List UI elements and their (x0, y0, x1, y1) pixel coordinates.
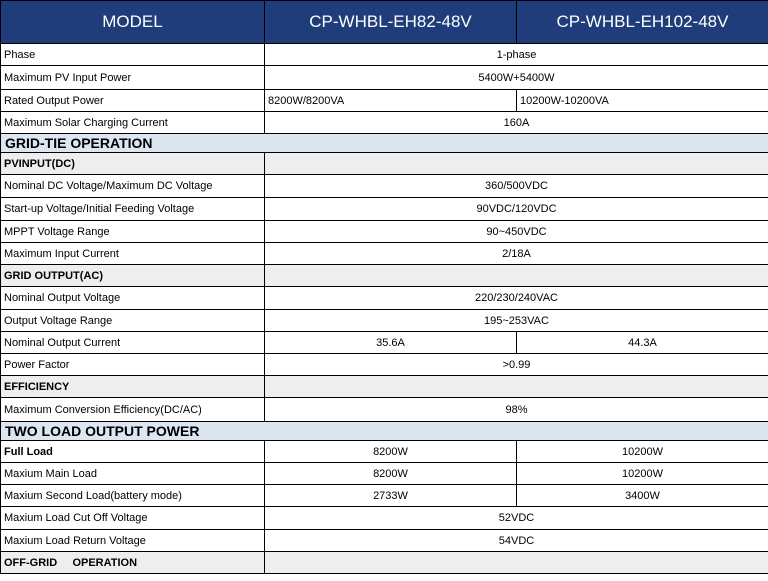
row-label: Maxium Second Load(battery mode) (1, 485, 265, 507)
row-label: Maxium Load Cut Off Voltage (1, 507, 265, 530)
table-row (1, 441, 768, 463)
row-label: Maximum Input Current (1, 243, 265, 265)
table-row (1, 398, 768, 422)
table-row (1, 507, 768, 530)
model-a-header: CP-WHBL-EH82-48V (265, 1, 517, 44)
subsection-title: GRID OUTPUT(AC) (1, 265, 265, 287)
row-value: 160A (265, 112, 768, 134)
subsection-title: OFF-GRID OPERATION (1, 552, 265, 574)
row-label: Nominal Output Current (1, 332, 265, 354)
row-label: Maximum Solar Charging Current (1, 112, 265, 134)
row-label: Maxium Main Load (1, 463, 265, 485)
row-value: 2/18A (265, 243, 768, 265)
row-label: Nominal Output Voltage (1, 287, 265, 310)
table-row (1, 243, 768, 265)
row-label: Full Load (1, 441, 265, 463)
row-value-a: 35.6A (265, 332, 517, 354)
row-label: Maximum PV Input Power (1, 66, 265, 90)
model-header-label: MODEL (1, 1, 265, 44)
row-value: 195~253VAC (265, 310, 768, 332)
table-row (1, 463, 768, 485)
subsection-blank (265, 376, 768, 398)
row-label: Phase (1, 44, 265, 66)
subsection-blank (265, 265, 768, 287)
row-value-a: 8200W (265, 463, 517, 485)
table-row (1, 310, 768, 332)
row-value: 52VDC (265, 507, 768, 530)
section-header-two-load (1, 422, 768, 441)
subsection-header-off-grid (1, 552, 768, 574)
table-row (1, 112, 768, 134)
row-value-b: 10200W-10200VA (517, 90, 768, 112)
row-value-b: 44.3A (517, 332, 768, 354)
subsection-title: PVINPUT(DC) (1, 153, 265, 175)
row-value: 90~450VDC (265, 221, 768, 243)
row-value: 98% (265, 398, 768, 422)
row-label: Rated Output Power (1, 90, 265, 112)
header-row (1, 1, 768, 44)
table-row (1, 287, 768, 310)
section-title: TWO LOAD OUTPUT POWER (1, 422, 768, 441)
row-value-b: 10200W (517, 441, 768, 463)
table-row (1, 354, 768, 376)
row-label: Output Voltage Range (1, 310, 265, 332)
row-label: Start-up Voltage/Initial Feeding Voltage (1, 198, 265, 221)
row-value-a: 8200W (265, 441, 517, 463)
section-title: GRID-TIE OPERATION (1, 134, 768, 153)
table-row (1, 332, 768, 354)
row-value-b: 3400W (517, 485, 768, 507)
subsection-title: EFFICIENCY (1, 376, 265, 398)
row-value: 90VDC/120VDC (265, 198, 768, 221)
row-value: 54VDC (265, 530, 768, 552)
subsection-blank (265, 153, 768, 175)
subsection-header-pv-input (1, 153, 768, 175)
table-row (1, 530, 768, 552)
row-value: >0.99 (265, 354, 768, 376)
row-label: Maxium Load Return Voltage (1, 530, 265, 552)
row-value-a: 8200W/8200VA (265, 90, 517, 112)
table-row (1, 175, 768, 198)
row-label: Maximum Conversion Efficiency(DC/AC) (1, 398, 265, 422)
model-b-header: CP-WHBL-EH102-48V (517, 1, 768, 44)
row-label: Nominal DC Voltage/Maximum DC Voltage (1, 175, 265, 198)
table-row (1, 44, 768, 66)
row-label: MPPT Voltage Range (1, 221, 265, 243)
table-row (1, 66, 768, 90)
row-value-b: 10200W (517, 463, 768, 485)
table-row (1, 485, 768, 507)
section-header-grid-tie (1, 134, 768, 153)
table-row (1, 221, 768, 243)
subsection-blank (265, 552, 768, 574)
row-value: 360/500VDC (265, 175, 768, 198)
row-value-a: 2733W (265, 485, 517, 507)
subsection-header-grid-output (1, 265, 768, 287)
row-value: 5400W+5400W (265, 66, 768, 90)
table-row (1, 198, 768, 221)
row-value: 220/230/240VAC (265, 287, 768, 310)
table-row (1, 90, 768, 112)
row-value: 1-phase (265, 44, 768, 66)
subsection-header-efficiency (1, 376, 768, 398)
row-label: Power Factor (1, 354, 265, 376)
